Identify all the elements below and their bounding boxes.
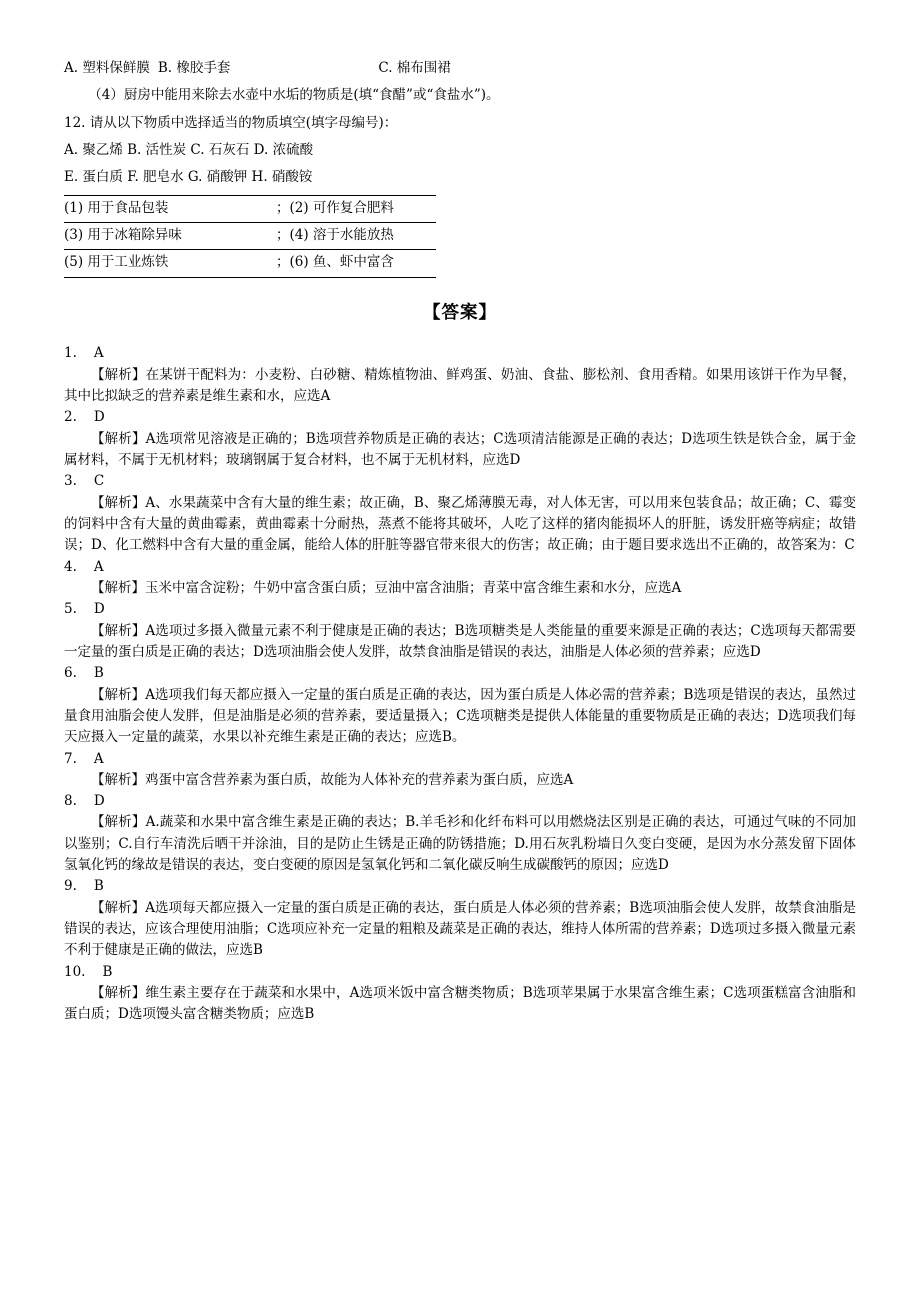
answer-analysis: 【解析】在某饼干配料为：小麦粉、白砂糖、精炼植物油、鲜鸡蛋、奶油、食盐、膨松剂、食用香精。如果用该饼干作为早餐，其中比拟缺乏的营养素是维生素和水，应选A [64,366,856,404]
answer-number-line [64,663,856,684]
answer-number-line [64,962,856,983]
answer-analysis: 【解析】A选项过多摄入微量元素不利于健康是正确的表达；B选项糖类是人类能量的重要来源是正确的表达；C选项每天都需要一定量的蛋白质是正确的表达；D选项油脂会使人发胖，故禁食油脂是错误的表达，油脂是人体必须的营养素；应选D [64,622,856,660]
question-12-options-row-1: A. 聚乙烯 B. 活性炭 C. 石灰石 D. 浓硫酸 [64,141,314,158]
answer-letter: D [93,793,105,810]
answer-analysis: 【解析】A选项我们每天都应摄入一定量的蛋白质是正确的表达，因为蛋白质是人体必需的营养素；B选项是错误的表达，虽然过量食用油脂会使人发胖，但是油脂是必须的营养素，要适量摄入；C选项糖类是提供人体能量的重要物质是正确的表达；D选项我们每天应摄入一定量的蔬菜，水果以补充维生素是正确的表达；应选B。 [64,686,856,746]
answer-number: 5. [64,601,77,618]
answer-number-line [64,471,856,492]
option-c-label: C. 棉布围裙 [378,60,451,76]
answer-analysis: 【解析】A.蔬菜和水果中富含维生素是正确的表达；B.羊毛衫和化纤布料可以用燃烧法区别是正确的表达，可通过气味的不同加以鉴别；C.自行车清洗后晒干并涂油，目的是防止生锈是正确的防锈措施；D.用石灰乳粉墙日久变白变硬，是因为水分蒸发留下固体氢氧化钙的缘故是错误的表达，变白变硬的原因是氢氧化钙和二氧化碳反响生成碳酸钙的原因；应选D [64,814,856,874]
answer-item [64,749,856,792]
answer-number-line [64,876,856,897]
option-b-label: B. 橡胶手套 [157,60,231,76]
answers-title: 【答案】 [423,302,497,323]
table-cell: (1) 用于食品包装 [64,195,276,222]
answer-number: 3. [64,473,77,490]
answer-letter: C [93,473,105,490]
answer-number: 1. [64,345,77,362]
question-4-line: （4）厨房中能用来除去水壶中水垢的物质是(填“食醋”或“食盐水”)。 [88,87,500,104]
question-12-options-row-2: E. 蛋白质 F. 肥皂水 G. 硝酸钾 H. 硝酸铵 [64,169,313,186]
table-cell: ；(2) 可作复合肥料 [276,195,436,222]
answer-item [64,407,856,471]
answer-number: 6. [64,665,77,682]
question-12-intro: 12. 请从以下物质中选择适当的物质填空(填字母编号)： [64,114,398,131]
answer-item [64,557,856,600]
option-a-label: A. 塑料保鲜膜 [64,60,150,76]
answer-number-line [64,791,856,812]
answer-letter: B [102,963,113,980]
table-row [64,250,436,277]
answer-letter: A [93,345,104,362]
answer-analysis: 【解析】A、水果蔬菜中含有大量的维生素；故正确，B、聚乙烯薄膜无毒，对人体无害，可以用来包装食品；故正确；C、霉变的饲料中含有大量的黄曲霉素，黄曲霉素十分耐热，蒸煮不能将其破坏，人吃了这样的猪肉能损坏人的肝脏，诱发肝癌等病症；故错误；D、化工燃料中含有大量的重金属，能给人体的肝脏等器官带来很大的伤害；故正确；由于题目要求选出不正确的，故答案为：C [64,494,856,554]
answer-number-line [64,343,856,364]
answer-letter: B [93,878,104,895]
answer-number: 4. [64,558,77,575]
answer-number-line [64,599,856,620]
answer-letter: D [93,409,105,426]
table-row [64,195,436,222]
answer-item [64,876,856,961]
answer-item [64,599,856,663]
answer-letter: D [93,601,105,618]
answer-number: 10. [64,963,86,980]
answer-item [64,471,856,556]
answer-number: 2. [64,409,77,426]
answer-number-line [64,557,856,578]
answer-analysis: 【解析】维生素主要存在于蔬菜和水果中，A选项米饭中富含糖类物质；B选项苹果属于水果富含维生素；C选项蛋糕富含油脂和蛋白质；D选项馒头富含糖类物质；应选B [64,985,856,1023]
table-cell: (5) 用于工业炼铁 [64,250,276,277]
answer-item [64,663,856,748]
fill-in-blank-table [64,195,436,278]
answer-number: 9. [64,878,77,895]
answer-letter: B [93,665,104,682]
answer-item [64,791,856,876]
answer-letter: A [93,558,104,575]
question-11-options-row [64,58,856,79]
answer-number-line [64,749,856,770]
answer-analysis: 【解析】鸡蛋中富含营养素为蛋白质，故能为人体补充的营养素为蛋白质，应选A [91,771,574,788]
table-row [64,222,436,249]
answer-number: 8. [64,793,77,810]
table-cell: ；(4) 溶于水能放热 [276,222,436,249]
answer-number-line [64,407,856,428]
table-cell: (3) 用于冰箱除异味 [64,222,276,249]
answer-number: 7. [64,750,77,767]
answer-analysis: 【解析】A选项常见溶液是正确的；B选项营养物质是正确的表达；C选项清洁能源是正确的表达；D选项生铁是铁合金，属于金属材料，不属于无机材料；玻璃钢属于复合材料，也不属于无机材料，应选D [64,430,856,468]
answer-letter: A [93,750,104,767]
answer-analysis: 【解析】玉米中富含淀粉；牛奶中富含蛋白质；豆油中富含油脂；青菜中富含维生素和水分，应选A [91,579,682,596]
answer-item [64,343,856,407]
answer-analysis: 【解析】A选项每天都应摄入一定量的蛋白质是正确的表达，蛋白质是人体必须的营养素；B选项油脂会使人发胖，故禁食油脂是错误的表达，应该合理使用油脂；C选项应补充一定量的粗粮及蔬菜是正确的表达，维持人体所需的营养素；D选项过多摄入微量元素不利于健康是正确的做法，应选B [64,899,856,959]
answer-item [64,962,856,1026]
table-cell: ；(6) 鱼、虾中富含 [276,250,436,277]
